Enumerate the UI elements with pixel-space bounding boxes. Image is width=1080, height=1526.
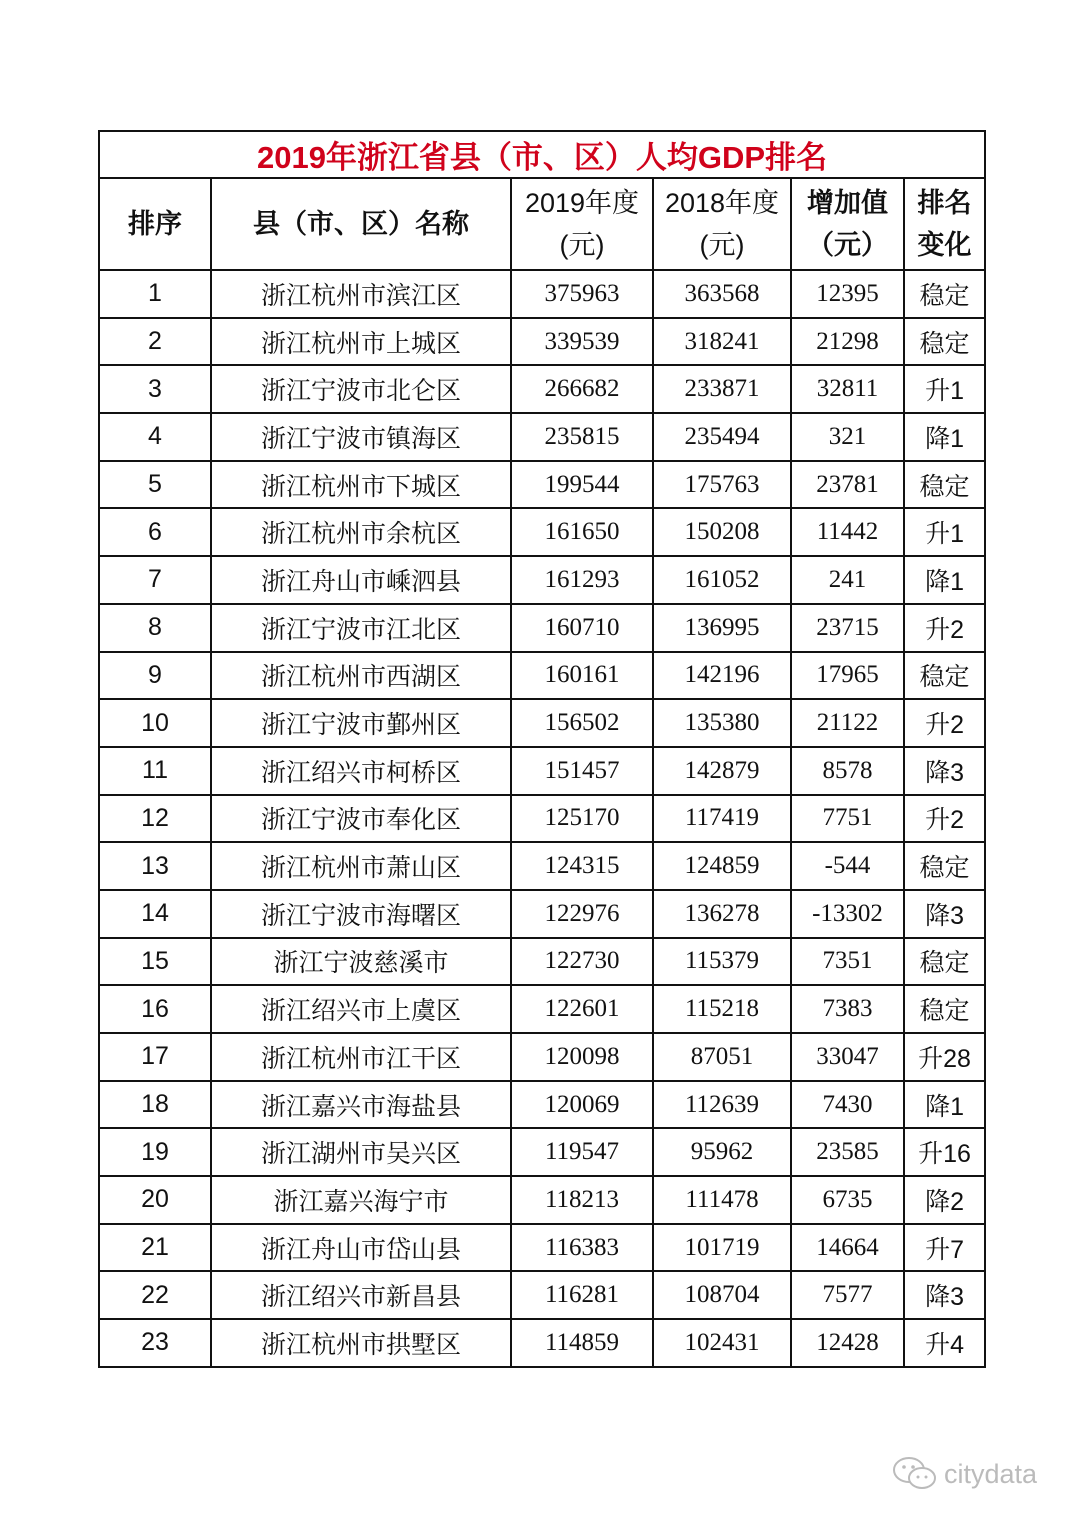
gdp-2019-cell: 266682 [511, 365, 653, 413]
table-row [99, 556, 985, 604]
gdp-2018-cell: 363568 [653, 270, 791, 318]
increase-cell: 7577 [791, 1271, 904, 1319]
region-name-cell: 浙江杭州市江干区 [211, 1033, 511, 1081]
gdp-2019-cell: 122601 [511, 985, 653, 1033]
increase-cell: 17965 [791, 652, 904, 700]
increase-cell: 23715 [791, 604, 904, 652]
increase-cell: 7383 [791, 985, 904, 1033]
region-name-cell: 浙江绍兴市新昌县 [211, 1271, 511, 1319]
rank-cell: 18 [99, 1081, 211, 1129]
gdp-2019-cell: 122976 [511, 890, 653, 938]
gdp-2018-cell: 111478 [653, 1176, 791, 1224]
region-name-cell: 浙江宁波市江北区 [211, 604, 511, 652]
increase-cell: 33047 [791, 1033, 904, 1081]
table-row [99, 508, 985, 556]
region-name-cell: 浙江杭州市余杭区 [211, 508, 511, 556]
increase-cell: -544 [791, 842, 904, 890]
header-2018-line2: (元) [699, 230, 745, 260]
header-increase [791, 178, 904, 270]
rank-change-cell: 升1 [904, 365, 985, 413]
rank-change-cell: 升16 [904, 1128, 985, 1176]
rank-change-cell: 升4 [904, 1319, 985, 1367]
rank-change-cell: 降1 [904, 556, 985, 604]
rank-cell: 23 [99, 1319, 211, 1367]
table-row [99, 604, 985, 652]
region-name-cell: 浙江杭州市西湖区 [211, 652, 511, 700]
rank-change-cell: 稳定 [904, 318, 985, 366]
rank-change-cell: 降3 [904, 1271, 985, 1319]
rank-change-cell: 稳定 [904, 985, 985, 1033]
gdp-2019-cell: 124315 [511, 842, 653, 890]
header-change [904, 178, 985, 270]
header-name: 县（市、区）名称 [211, 178, 511, 270]
region-name-cell: 浙江绍兴市柯桥区 [211, 747, 511, 795]
gdp-2018-cell: 161052 [653, 556, 791, 604]
header-rank: 排序 [99, 178, 211, 270]
header-2019-line1: 2019年度 [524, 188, 640, 218]
increase-cell: 6735 [791, 1176, 904, 1224]
increase-cell: 321 [791, 413, 904, 461]
rank-cell: 21 [99, 1224, 211, 1272]
rank-cell: 1 [99, 270, 211, 318]
gdp-2018-cell: 108704 [653, 1271, 791, 1319]
region-name-cell: 浙江嘉兴市海盐县 [211, 1081, 511, 1129]
gdp-2018-cell: 115218 [653, 985, 791, 1033]
region-name-cell: 浙江嘉兴海宁市 [211, 1176, 511, 1224]
region-name-cell: 浙江杭州市滨江区 [211, 270, 511, 318]
table-row [99, 1224, 985, 1272]
gdp-2019-cell: 199544 [511, 461, 653, 509]
gdp-2018-cell: 117419 [653, 795, 791, 843]
gdp-2018-cell: 136278 [653, 890, 791, 938]
rank-change-cell: 稳定 [904, 652, 985, 700]
header-2019-line2: (元) [559, 230, 605, 260]
rank-change-cell: 降1 [904, 1081, 985, 1129]
gdp-2019-cell: 339539 [511, 318, 653, 366]
rank-cell: 19 [99, 1128, 211, 1176]
header-2018 [653, 178, 791, 270]
rank-cell: 13 [99, 842, 211, 890]
gdp-ranking-table [98, 130, 986, 1368]
gdp-2018-cell: 136995 [653, 604, 791, 652]
region-name-cell: 浙江宁波市奉化区 [211, 795, 511, 843]
increase-cell: 14664 [791, 1224, 904, 1272]
gdp-2019-cell: 156502 [511, 699, 653, 747]
wechat-icon [892, 1456, 938, 1492]
gdp-2019-cell: 161650 [511, 508, 653, 556]
gdp-2018-cell: 115379 [653, 938, 791, 986]
rank-change-cell: 降1 [904, 413, 985, 461]
table-row [99, 318, 985, 366]
rank-cell: 10 [99, 699, 211, 747]
region-name-cell: 浙江宁波市鄞州区 [211, 699, 511, 747]
gdp-2018-cell: 142879 [653, 747, 791, 795]
increase-cell: 7430 [791, 1081, 904, 1129]
table-row [99, 1033, 985, 1081]
gdp-2019-cell: 114859 [511, 1319, 653, 1367]
table-row [99, 938, 985, 986]
rank-change-cell: 稳定 [904, 461, 985, 509]
increase-cell: 23585 [791, 1128, 904, 1176]
gdp-2018-cell: 142196 [653, 652, 791, 700]
rank-change-cell: 升1 [904, 508, 985, 556]
table-row [99, 1176, 985, 1224]
rank-change-cell: 降3 [904, 747, 985, 795]
increase-cell: 21122 [791, 699, 904, 747]
gdp-2018-cell: 102431 [653, 1319, 791, 1367]
increase-cell: 12428 [791, 1319, 904, 1367]
table-row [99, 1319, 985, 1367]
gdp-2018-cell: 112639 [653, 1081, 791, 1129]
table-row [99, 1271, 985, 1319]
table-row [99, 413, 985, 461]
gdp-2018-cell: 150208 [653, 508, 791, 556]
region-name-cell: 浙江宁波市海曙区 [211, 890, 511, 938]
region-name-cell: 浙江杭州市下城区 [211, 461, 511, 509]
increase-cell: -13302 [791, 890, 904, 938]
increase-cell: 23781 [791, 461, 904, 509]
rank-change-cell: 升2 [904, 699, 985, 747]
gdp-2018-cell: 318241 [653, 318, 791, 366]
rank-cell: 9 [99, 652, 211, 700]
gdp-2019-cell: 151457 [511, 747, 653, 795]
gdp-2019-cell: 160161 [511, 652, 653, 700]
region-name-cell: 浙江舟山市嵊泗县 [211, 556, 511, 604]
rank-cell: 12 [99, 795, 211, 843]
header-increase-line2: （元） [807, 230, 888, 260]
header-increase-line1: 增加值 [807, 188, 888, 218]
rank-cell: 5 [99, 461, 211, 509]
table-row [99, 890, 985, 938]
gdp-2018-cell: 233871 [653, 365, 791, 413]
increase-cell: 11442 [791, 508, 904, 556]
header-change-line1: 排名 [917, 188, 972, 218]
rank-cell: 17 [99, 1033, 211, 1081]
rank-change-cell: 稳定 [904, 270, 985, 318]
gdp-2018-cell: 135380 [653, 699, 791, 747]
rank-change-cell: 降2 [904, 1176, 985, 1224]
rank-cell: 20 [99, 1176, 211, 1224]
table-row [99, 270, 985, 318]
gdp-2019-cell: 161293 [511, 556, 653, 604]
table-row [99, 1081, 985, 1129]
rank-cell: 4 [99, 413, 211, 461]
gdp-2019-cell: 235815 [511, 413, 653, 461]
region-name-cell: 浙江杭州市萧山区 [211, 842, 511, 890]
table-row [99, 1128, 985, 1176]
gdp-2018-cell: 95962 [653, 1128, 791, 1176]
table-row [99, 652, 985, 700]
header-2019 [511, 178, 653, 270]
increase-cell: 241 [791, 556, 904, 604]
gdp-2019-cell: 120069 [511, 1081, 653, 1129]
gdp-2018-cell: 124859 [653, 842, 791, 890]
region-name-cell: 浙江宁波市北仑区 [211, 365, 511, 413]
rank-cell: 2 [99, 318, 211, 366]
gdp-2019-cell: 116281 [511, 1271, 653, 1319]
gdp-2019-cell: 375963 [511, 270, 653, 318]
rank-cell: 7 [99, 556, 211, 604]
gdp-2019-cell: 160710 [511, 604, 653, 652]
header-2018-line1: 2018年度 [664, 188, 780, 218]
table-row [99, 795, 985, 843]
increase-cell: 8578 [791, 747, 904, 795]
rank-cell: 15 [99, 938, 211, 986]
table-row [99, 365, 985, 413]
table-row [99, 699, 985, 747]
region-name-cell: 浙江湖州市吴兴区 [211, 1128, 511, 1176]
increase-cell: 7351 [791, 938, 904, 986]
region-name-cell: 浙江宁波市镇海区 [211, 413, 511, 461]
rank-cell: 16 [99, 985, 211, 1033]
gdp-2019-cell: 118213 [511, 1176, 653, 1224]
gdp-2019-cell: 116383 [511, 1224, 653, 1272]
region-name-cell: 浙江绍兴市上虞区 [211, 985, 511, 1033]
rank-change-cell: 稳定 [904, 842, 985, 890]
increase-cell: 32811 [791, 365, 904, 413]
rank-cell: 8 [99, 604, 211, 652]
watermark-text: citydata [944, 1458, 1038, 1489]
region-name-cell: 浙江舟山市岱山县 [211, 1224, 511, 1272]
rank-cell: 22 [99, 1271, 211, 1319]
rank-change-cell: 降3 [904, 890, 985, 938]
gdp-2018-cell: 87051 [653, 1033, 791, 1081]
table-title: 2019年浙江省县（市、区）人均GDP排名 [99, 131, 985, 178]
table-row [99, 985, 985, 1033]
table-row [99, 842, 985, 890]
increase-cell: 12395 [791, 270, 904, 318]
watermark [892, 1456, 1037, 1492]
rank-cell: 11 [99, 747, 211, 795]
rank-change-cell: 升2 [904, 604, 985, 652]
increase-cell: 21298 [791, 318, 904, 366]
rank-cell: 6 [99, 508, 211, 556]
gdp-2019-cell: 125170 [511, 795, 653, 843]
rank-cell: 14 [99, 890, 211, 938]
rank-change-cell: 稳定 [904, 938, 985, 986]
gdp-2018-cell: 175763 [653, 461, 791, 509]
rank-change-cell: 升2 [904, 795, 985, 843]
table-row [99, 461, 985, 509]
increase-cell: 7751 [791, 795, 904, 843]
region-name-cell: 浙江杭州市拱墅区 [211, 1319, 511, 1367]
gdp-2019-cell: 120098 [511, 1033, 653, 1081]
gdp-2018-cell: 235494 [653, 413, 791, 461]
rank-change-cell: 升7 [904, 1224, 985, 1272]
header-change-line2: 变化 [917, 230, 972, 260]
region-name-cell: 浙江宁波慈溪市 [211, 938, 511, 986]
region-name-cell: 浙江杭州市上城区 [211, 318, 511, 366]
table-row [99, 747, 985, 795]
rank-cell: 3 [99, 365, 211, 413]
gdp-2019-cell: 119547 [511, 1128, 653, 1176]
rank-change-cell: 升28 [904, 1033, 985, 1081]
gdp-2018-cell: 101719 [653, 1224, 791, 1272]
gdp-2019-cell: 122730 [511, 938, 653, 986]
